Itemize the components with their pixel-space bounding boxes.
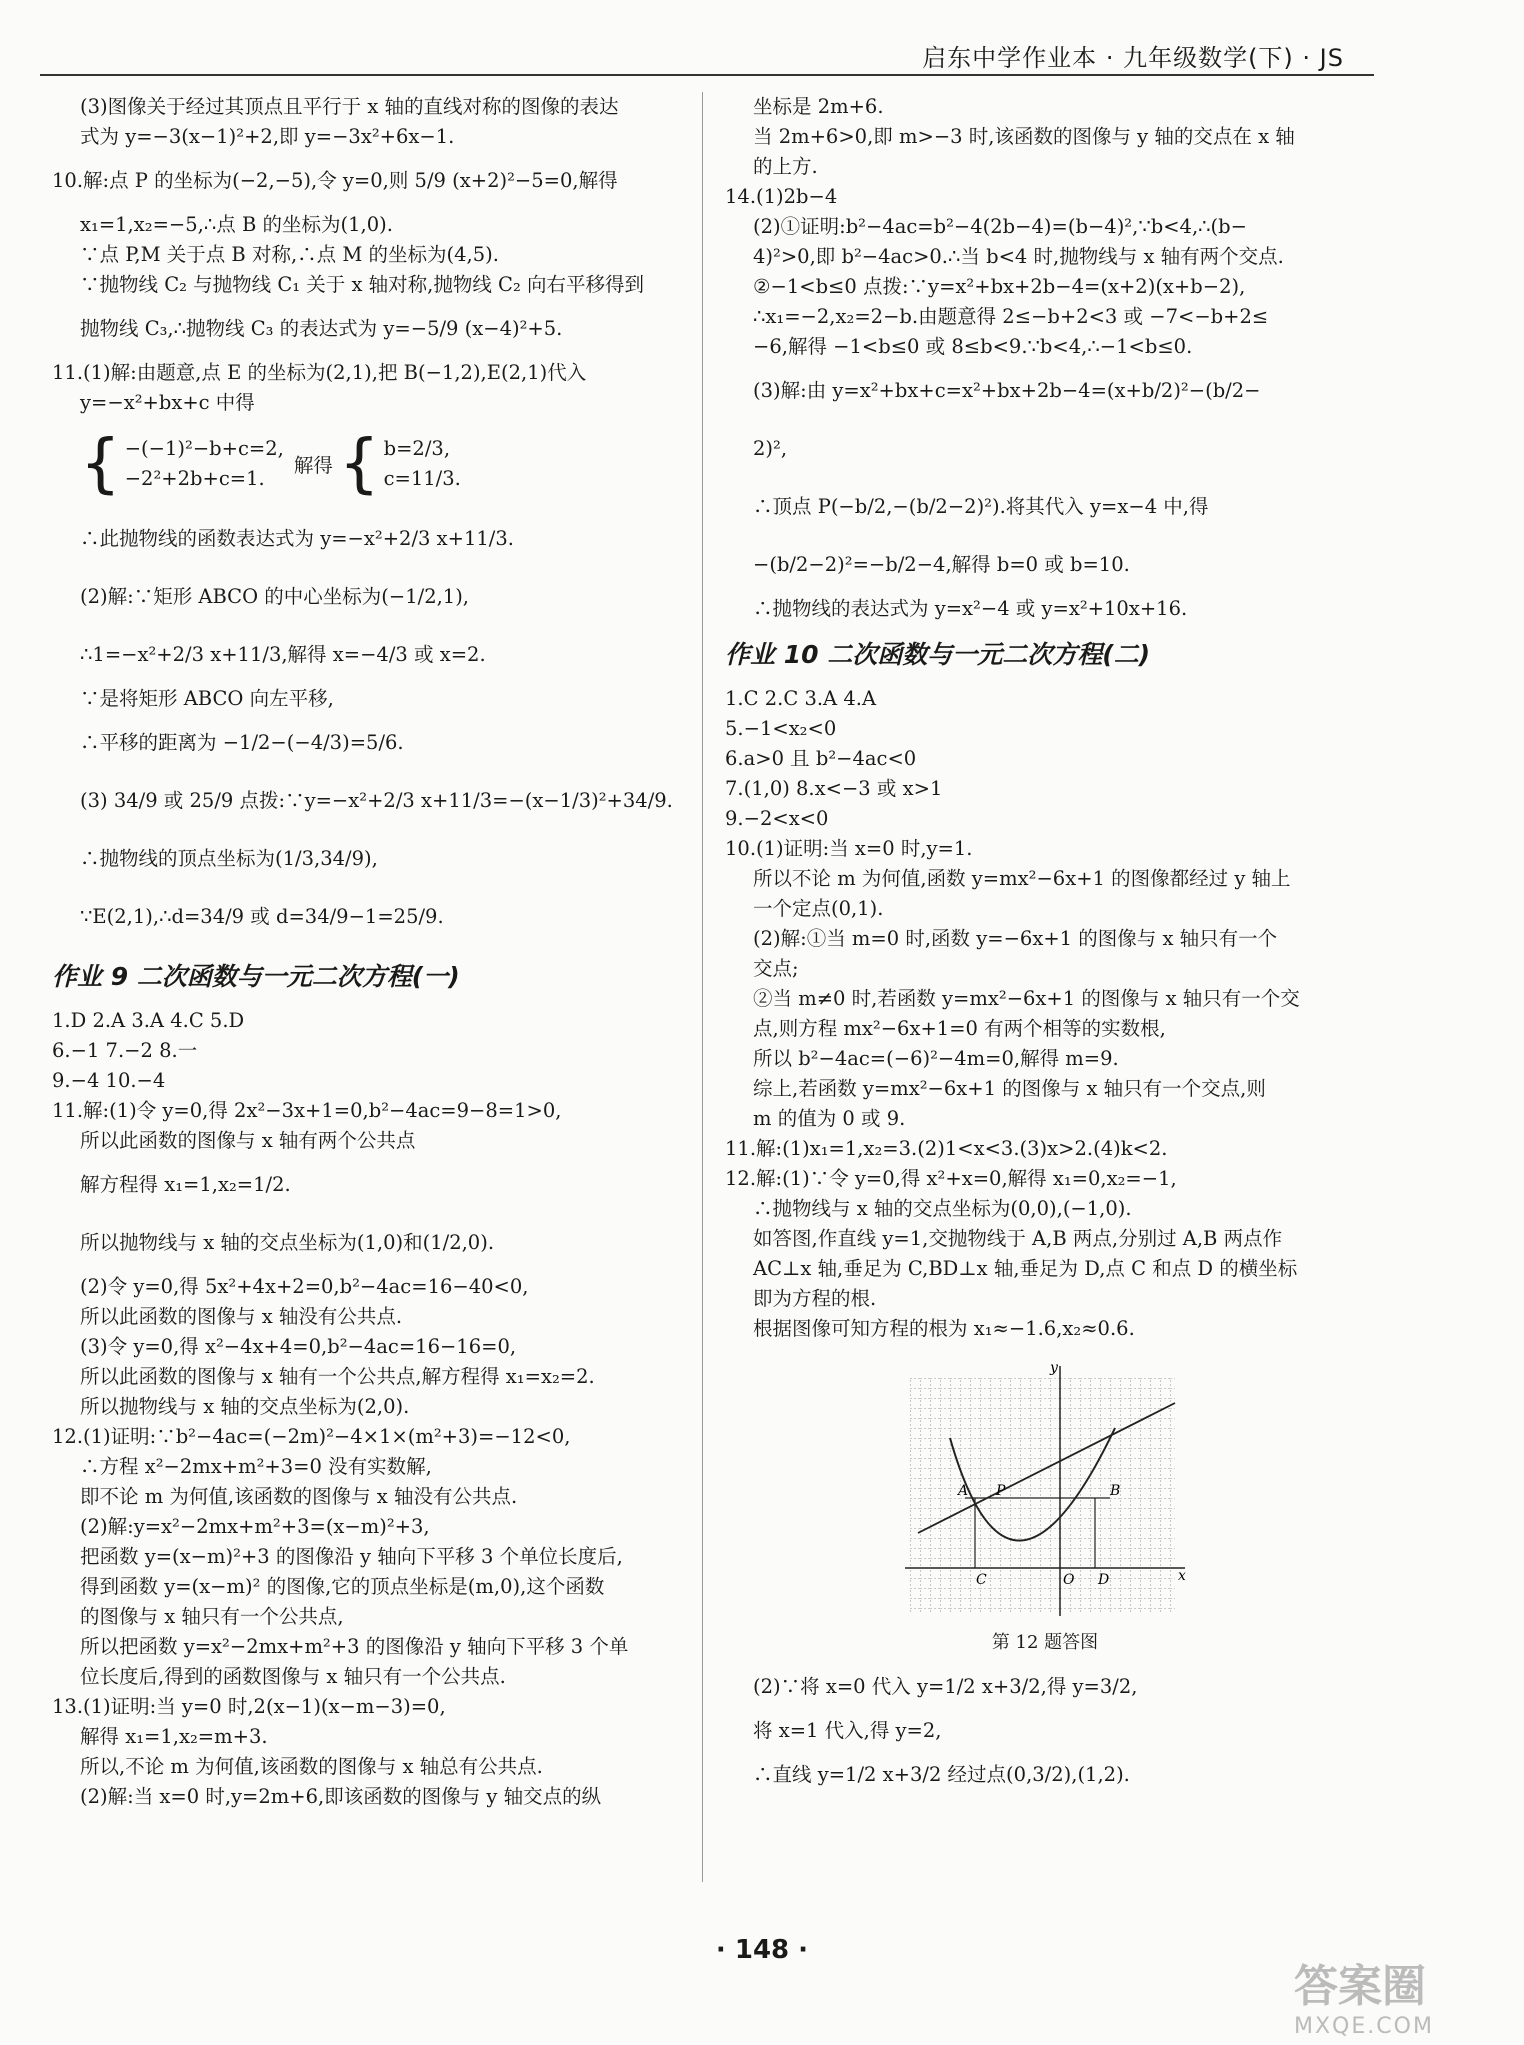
text-line: 解得 x₁=1,x₂=m+3. xyxy=(80,1725,268,1748)
text-line: ∴x₁=−2,x₂=2−b.由题意得 2≤−b+2<3 或 −7<−b+2≤ xyxy=(753,305,1269,328)
parabola-figure xyxy=(900,1358,1190,1658)
y-axis-label: y xyxy=(1050,1360,1058,1376)
answer-line: 5.−1<x₂<0 xyxy=(725,717,837,740)
point-D-label: D xyxy=(1098,1572,1110,1588)
text-line: 的上方. xyxy=(753,155,818,178)
text-line: (3) 34/9 或 25/9 点拨:∵y=−x²+2/3 x+11/3=−(x−1/3)²+34/9. xyxy=(80,789,673,812)
text-line: 12.(1)证明:∵b²−4ac=(−2m)²−4×1×(m²+3)=−12<0, xyxy=(52,1425,571,1448)
text-line: ∴此抛物线的函数表达式为 y=−x²+2/3 x+11/3. xyxy=(80,527,514,550)
text-line: ∴直线 y=1/2 x+3/2 经过点(0,3/2),(1,2). xyxy=(753,1763,1130,1786)
text-line: (3)图像关于经过其顶点且平行于 x 轴的直线对称的图像的表达 xyxy=(80,95,619,118)
left-brace: { xyxy=(80,427,121,501)
text-line: 11.解:(1)x₁=1,x₂=3.(2)1<x<3.(3)x>2.(4)k<2. xyxy=(725,1137,1168,1160)
text-line: (2)①证明:b²−4ac=b²−4(2b−4)=(b−4)²,∵b<4,∴(b− xyxy=(753,215,1247,238)
text-line: 所以抛物线与 x 轴的交点坐标为(1,0)和(1/2,0). xyxy=(80,1231,495,1254)
text-line: 的图像与 x 轴只有一个公共点, xyxy=(80,1605,344,1628)
answer-line: 6.a>0 且 b²−4ac<0 xyxy=(725,747,917,770)
text-line: ∴1=−x²+2/3 x+11/3,解得 x=−4/3 或 x=2. xyxy=(80,643,486,666)
text-line: 根据图像可知方程的根为 x₁≈−1.6,x₂≈0.6. xyxy=(753,1317,1135,1340)
point-B-label: B xyxy=(1110,1483,1121,1499)
text-line: (2)解:y=x²−2mx+m²+3=(x−m)²+3, xyxy=(80,1515,430,1538)
left-brace: { xyxy=(338,427,380,501)
text-line: 所以 b²−4ac=(−6)²−4m=0,解得 m=9. xyxy=(753,1047,1119,1070)
watermark-logo xyxy=(1294,1950,1504,2040)
text-line: 13.(1)证明:当 y=0 时,2(x−1)(x−m−3)=0, xyxy=(52,1695,446,1718)
column-divider xyxy=(702,92,703,1882)
header-title: 启东中学作业本 · 九年级数学(下) · JS xyxy=(922,44,1344,72)
answer-line: 9.−2<x<0 xyxy=(725,807,829,830)
section-heading: 作业 10 二次函数与一元二次方程(二) xyxy=(725,640,1151,669)
text-line: (2)令 y=0,得 5x²+4x+2=0,b²−4ac=16−40<0, xyxy=(80,1275,529,1298)
point-C-label: C xyxy=(976,1572,987,1588)
text-line: 所以抛物线与 x 轴的交点坐标为(2,0). xyxy=(80,1395,410,1418)
text-line: 14.(1)2b−4 xyxy=(725,185,838,208)
text-line: m 的值为 0 或 9. xyxy=(753,1107,906,1130)
text-line: 把函数 y=(x−m)²+3 的图像沿 y 轴向下平移 3 个单位长度后, xyxy=(80,1545,623,1568)
text-line: ∴抛物线的表达式为 y=x²−4 或 y=x²+10x+16. xyxy=(753,597,1188,620)
system-solution-2: c=11/3. xyxy=(383,467,461,490)
text-line: ∴抛物线的顶点坐标为(1/3,34/9), xyxy=(80,847,378,870)
text-line: ∴顶点 P(−b/2,−(b/2−2)²).将其代入 y=x−4 中,得 xyxy=(753,495,1209,518)
origin-label: O xyxy=(1063,1572,1075,1588)
text-line: 解方程得 x₁=1,x₂=1/2. xyxy=(80,1173,291,1196)
system-solve-label: 解得 xyxy=(293,454,333,477)
text-line: 当 2m+6>0,即 m>−3 时,该函数的图像与 y 轴的交点在 x 轴 xyxy=(753,125,1295,148)
text-line: 12.解:(1)∵令 y=0,得 x²+x=0,解得 x₁=0,x₂=−1, xyxy=(725,1167,1177,1190)
text-line: 交点; xyxy=(753,957,799,980)
text-line: 所以此函数的图像与 x 轴有一个公共点,解方程得 x₁=x₂=2. xyxy=(80,1365,595,1388)
answer-line: 1.C 2.C 3.A 4.A xyxy=(725,687,877,710)
answer-line: 7.(1,0) 8.x<−3 或 x>1 xyxy=(725,777,943,800)
system-equations xyxy=(125,434,284,494)
text-line: 点,则方程 mx²−6x+1=0 有两个相等的实数根, xyxy=(753,1017,1166,1040)
text-line: 如答图,作直线 y=1,交抛物线于 A,B 两点,分别过 A,B 两点作 xyxy=(753,1227,1283,1250)
text-line: ∴平移的距离为 −1/2−(−4/3)=5/6. xyxy=(80,731,404,754)
x-axis-label: x xyxy=(1178,1568,1186,1584)
text-line: 得到函数 y=(x−m)² 的图像,它的顶点坐标是(m,0),这个函数 xyxy=(80,1575,605,1598)
text-line: 即不论 m 为何值,该函数的图像与 x 轴没有公共点. xyxy=(80,1485,518,1508)
text-line: y=−x²+bx+c 中得 xyxy=(80,391,255,414)
text-line: 所以此函数的图像与 x 轴有两个公共点 xyxy=(80,1129,416,1152)
text-line: (2)解:∵矩形 ABCO 的中心坐标为(−1/2,1), xyxy=(80,585,470,608)
equation-system xyxy=(52,418,677,510)
point-A-label: A xyxy=(958,1483,969,1499)
system-equation-2: −2²+2b+c=1. xyxy=(124,467,265,490)
text-line: x₁=1,x₂=−5,∴点 B 的坐标为(1,0). xyxy=(80,213,393,236)
text-line: ∵点 P,M 关于点 B 对称,∴点 M 的坐标为(4,5). xyxy=(80,243,499,266)
parabola-graph xyxy=(900,1358,1190,1623)
text-line: ∵抛物线 C₂ 与抛物线 C₁ 关于 x 轴对称,抛物线 C₂ 向右平移得到 xyxy=(80,273,644,296)
system-solution-1: b=2/3, xyxy=(383,437,451,460)
grid-background xyxy=(910,1378,1175,1613)
watermark-url: MXQE.COM xyxy=(1294,2014,1434,2039)
answer-line: 6.−1 7.−2 8.一 xyxy=(52,1039,198,1062)
point-P-label: P xyxy=(996,1483,1006,1499)
section-heading: 作业 9 二次函数与一元二次方程(一) xyxy=(52,962,460,991)
text-line: ∵是将矩形 ABCO 向左平移, xyxy=(80,687,334,710)
text-line: 所以把函数 y=x²−2mx+m²+3 的图像沿 y 轴向下平移 3 个单 xyxy=(80,1635,629,1658)
text-line: 抛物线 C₃,∴抛物线 C₃ 的表达式为 y=−5/9 (x−4)²+5. xyxy=(80,317,563,340)
text-line: (3)令 y=0,得 x²−4x+4=0,b²−4ac=16−16=0, xyxy=(80,1335,517,1358)
text-line: (2)解:当 x=0 时,y=2m+6,即该函数的图像与 y 轴交点的纵 xyxy=(80,1785,602,1808)
answer-line: 1.D 2.A 3.A 4.C 5.D xyxy=(52,1009,245,1032)
text-line: AC⊥x 轴,垂足为 C,BD⊥x 轴,垂足为 D,点 C 和点 D 的横坐标 xyxy=(753,1257,1298,1280)
text-line: 11.(1)解:由题意,点 E 的坐标为(2,1),把 B(−1,2),E(2,1)代入 xyxy=(52,361,587,384)
text-line: 11.解:(1)令 y=0,得 2x²−3x+1=0,b²−4ac=9−8=1>0, xyxy=(52,1099,562,1122)
text-line: 10.(1)证明:当 x=0 时,y=1. xyxy=(725,837,973,860)
text-line: 坐标是 2m+6. xyxy=(753,95,884,118)
text-line: 一个定点(0,1). xyxy=(753,897,884,920)
watermark-main-text: 答案圈 xyxy=(1294,1961,1426,2012)
figure-caption: 第 12 题答图 xyxy=(991,1632,1099,1653)
text-line: 4)²>0,即 b²−4ac>0.∴当 b<4 时,抛物线与 x 轴有两个交点. xyxy=(753,245,1284,268)
text-line: 所以此函数的图像与 x 轴没有公共点. xyxy=(80,1305,403,1328)
text-line: −6,解得 −1<b≤0 或 8≤b<9.∵b<4,∴−1<b≤0. xyxy=(753,335,1193,358)
text-line: 将 x=1 代入,得 y=2, xyxy=(753,1719,942,1742)
answer-line: 9.−4 10.−4 xyxy=(52,1069,166,1092)
text-line: 综上,若函数 y=mx²−6x+1 的图像与 x 轴只有一个交点,则 xyxy=(753,1077,1266,1100)
text-line: ∴抛物线与 x 轴的交点坐标为(0,0),(−1,0). xyxy=(753,1197,1132,1220)
text-line: 式为 y=−3(x−1)²+2,即 y=−3x²+6x−1. xyxy=(80,125,455,148)
text-line: 2)², xyxy=(753,437,788,460)
text-line: 所以,不论 m 为何值,该函数的图像与 x 轴总有公共点. xyxy=(80,1755,543,1778)
text-line: 所以不论 m 为何值,函数 y=mx²−6x+1 的图像都经过 y 轴上 xyxy=(753,867,1291,890)
system-solutions xyxy=(384,434,461,494)
text-line: 10.解:点 P 的坐标为(−2,−5),令 y=0,则 5/9 (x+2)²−5=0,解得 xyxy=(52,169,618,192)
text-line: ∵E(2,1),∴d=34/9 或 d=34/9−1=25/9. xyxy=(80,905,444,928)
text-line: ②−1<b≤0 点拨:∵y=x²+bx+2b−4=(x+2)(x+b−2), xyxy=(753,275,1246,298)
right-column xyxy=(725,92,1365,1804)
text-line: (3)解:由 y=x²+bx+c=x²+bx+2b−4=(x+b/2)²−(b/2− xyxy=(753,379,1261,402)
page-number: · 148 · xyxy=(715,1935,809,1965)
text-line: 位长度后,得到的函数图像与 x 轴只有一个公共点. xyxy=(80,1665,506,1688)
system-equation-1: −(−1)²−b+c=2, xyxy=(124,437,284,460)
text-line: 即为方程的根. xyxy=(753,1287,877,1310)
text-line: (2)∵将 x=0 代入 y=1/2 x+3/2,得 y=3/2, xyxy=(753,1675,1138,1698)
page-header xyxy=(40,28,1374,76)
text-line: (2)解:①当 m=0 时,函数 y=−6x+1 的图像与 x 轴只有一个 xyxy=(753,927,1278,950)
left-column xyxy=(52,92,677,1812)
text-line: −(b/2−2)²=−b/2−4,解得 b=0 或 b=10. xyxy=(753,553,1130,576)
text-line: ②当 m≠0 时,若函数 y=mx²−6x+1 的图像与 x 轴只有一个交 xyxy=(753,987,1300,1010)
text-line: ∴方程 x²−2mx+m²+3=0 没有实数解, xyxy=(80,1455,432,1478)
